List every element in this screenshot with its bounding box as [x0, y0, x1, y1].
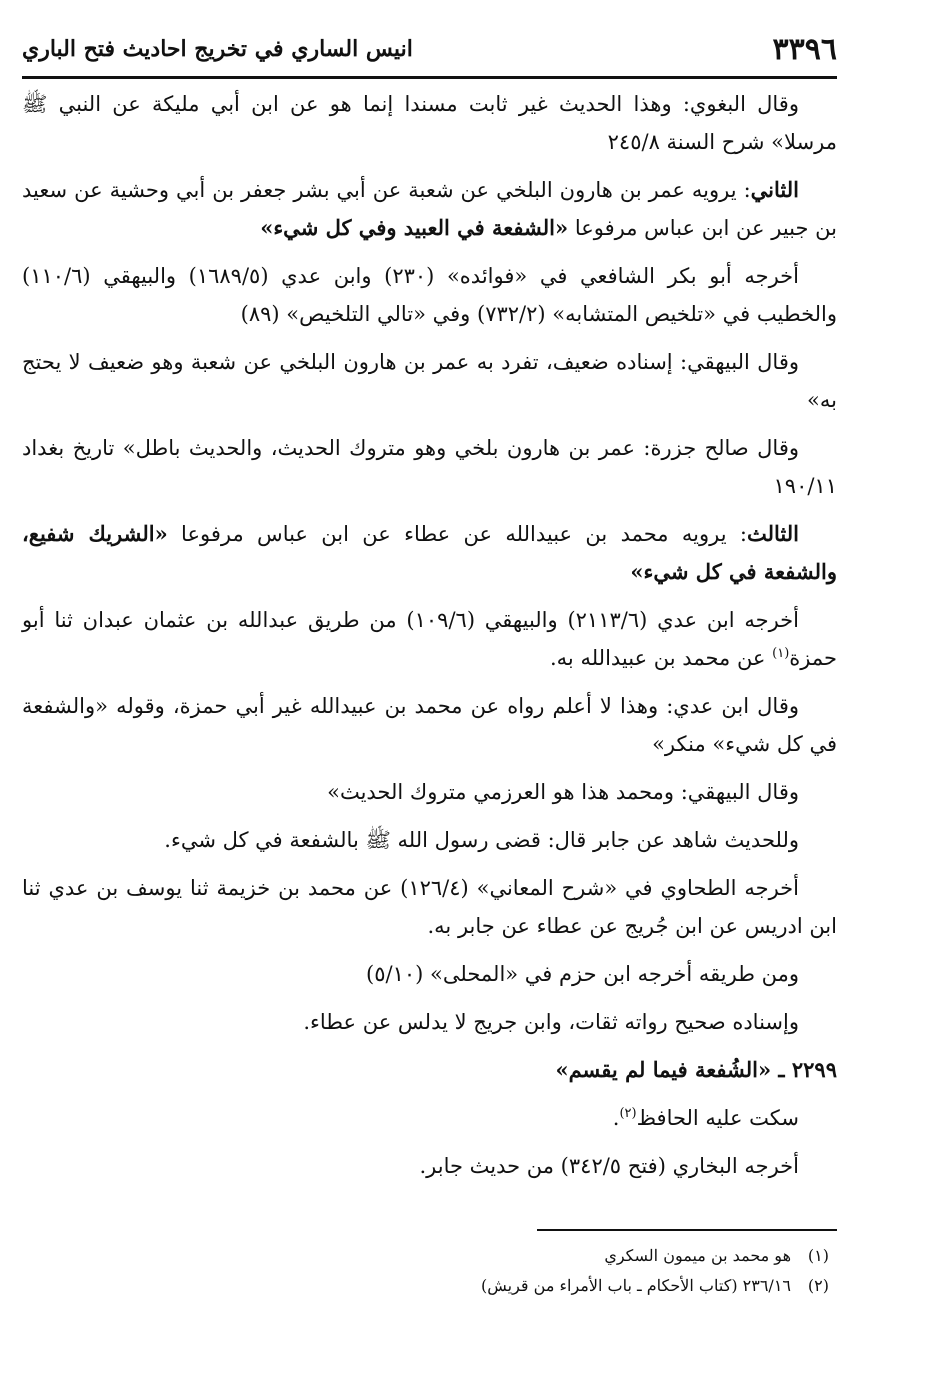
footnote-divider: [537, 1229, 837, 1231]
section-label: الثالث: [747, 521, 799, 546]
footnote-marker: (٢): [807, 1276, 829, 1295]
section-label: الثاني: [750, 177, 799, 202]
footnote-reference[interactable]: (٢): [619, 1106, 637, 1121]
paragraph-ibn-hazm: [22, 955, 837, 993]
paragraph-text: وقال البيهقي: إسناده ضعيف، تفرد به عمر بن هارون البلخي عن شعبة وهو ضعيف لا يحتج به»: [22, 350, 837, 412]
hadith-title: «الشُفعة فيما لم يقسم»: [555, 1057, 772, 1082]
hadith-number: ٢٢٩٩: [791, 1057, 837, 1082]
paragraph-text: أخرجه ابن عدي (٢١١٣/٦) والبيهقي (١٠٩/٦) من طريق عبدالله بن عثمان عبدان ثنا أبو حمزة: [22, 608, 837, 670]
page-number: ٣٣٩٦: [772, 32, 837, 67]
paragraph-text: وقال البيهقي: ومحمد هذا هو العرزمي متروك الحديث»: [327, 780, 799, 804]
paragraph-salih-jazara: [22, 429, 837, 505]
paragraph-text: وقال صالح جزرة: عمر بن هارون بلخي وهو متروك الحديث، والحديث باطل» تاريخ بغداد ١٩٠/١١: [22, 436, 837, 498]
paragraph-bayhaqi-1: [22, 343, 837, 419]
footnote-marker: (١): [807, 1246, 829, 1265]
footnote-1: [22, 1241, 837, 1271]
footnote-text: ٢٣٦/١٦ (كتاب الأحكام ـ باب الأمراء من قريش): [481, 1276, 791, 1295]
book-title: انيس الساري في تخريج احاديث فتح الباري: [22, 36, 413, 62]
paragraph-isnad: [22, 1003, 837, 1041]
paragraph-takhrij-1: [22, 257, 837, 333]
paragraph-text: عن محمد بن عبيدالله به.: [550, 646, 773, 670]
paragraph-text: أخرجه البخاري (فتح ٣٤٢/٥) من حديث جابر.: [419, 1154, 799, 1178]
paragraph-baghawi: [22, 85, 837, 161]
footnote-2: [22, 1271, 837, 1301]
hadith-quote: «الشفعة في العبيد وفي كل شيء»: [260, 215, 569, 240]
paragraph-tahawi: [22, 869, 837, 945]
running-header: [22, 30, 837, 79]
paragraph-text: أخرجه الطحاوي في «شرح المعاني» (١٢٦/٤) عن محمد بن خزيمة ثنا يوسف بن عدي ثنا ابن ادريس عن ابن جُريج عن عطاء عن جابر به.: [22, 876, 837, 938]
paragraph-hafiz-silent: [22, 1099, 837, 1137]
paragraph-third-route: [22, 515, 837, 591]
paragraph-text: سكت عليه الحافظ: [636, 1106, 799, 1130]
paragraph-takhrij-2: [22, 601, 837, 677]
heading-dash: ـ: [771, 1057, 792, 1082]
paragraph-text: : يرويه محمد بن عبيدالله عن عطاء عن ابن عباس مرفوعا: [167, 522, 747, 546]
footnote-text: هو محمد بن ميمون السكري: [604, 1246, 791, 1265]
paragraph-text: وللحديث شاهد عن جابر قال: قضى رسول الله ﷺ بالشفعة في كل شيء.: [164, 828, 799, 852]
paragraph-jabir-witness: [22, 821, 837, 859]
hadith-heading: [22, 1051, 837, 1089]
paragraph-text: : يرويه عمر بن هارون البلخي عن شعبة عن أبي بشر جعفر بن أبي وحشية عن سعيد بن جبير عن ابن عباس مرفوعا: [22, 178, 837, 240]
paragraph-text: ومن طريقه أخرجه ابن حزم في «المحلى» (٥/١٠): [366, 962, 799, 986]
paragraph-bukhari: [22, 1147, 837, 1185]
paragraph-text: أخرجه أبو بكر الشافعي في «فوائده» (٢٣٠) وابن عدي (١٦٨٩/٥) والبيهقي (١١٠/٦) والخطيب في «تلخيص المتشابه» (٧٣٢/٢) وفي «تالي التلخيص» (٨٩): [22, 264, 837, 326]
paragraph-text: وقال البغوي: وهذا الحديث غير ثابت مسندا إنما هو عن ابن أبي مليكة عن النبي ﷺ مرسلا» شرح السنة ٢٤٥/٨: [22, 92, 837, 154]
paragraph-ibn-adi: [22, 687, 837, 763]
hadith-quote: «الشريك شفيع، والشفعة في كل شيء»: [22, 521, 837, 584]
paragraph-text: .: [612, 1106, 620, 1130]
body-text: [22, 85, 837, 1185]
paragraph-text: وقال ابن عدي: وهذا لا أعلم رواه عن محمد بن عبيدالله غير أبي حمزة، وقوله «والشفعة في كل شيء» منكر»: [22, 694, 837, 756]
paragraph-bayhaqi-2: [22, 773, 837, 811]
footnote-reference[interactable]: (١): [772, 646, 790, 661]
footnotes: [22, 1241, 837, 1301]
book-page: [22, 30, 837, 1360]
paragraph-second-route: [22, 171, 837, 247]
paragraph-text: وإسناده صحيح رواته ثقات، وابن جريج لا يدلس عن عطاء.: [303, 1010, 799, 1034]
